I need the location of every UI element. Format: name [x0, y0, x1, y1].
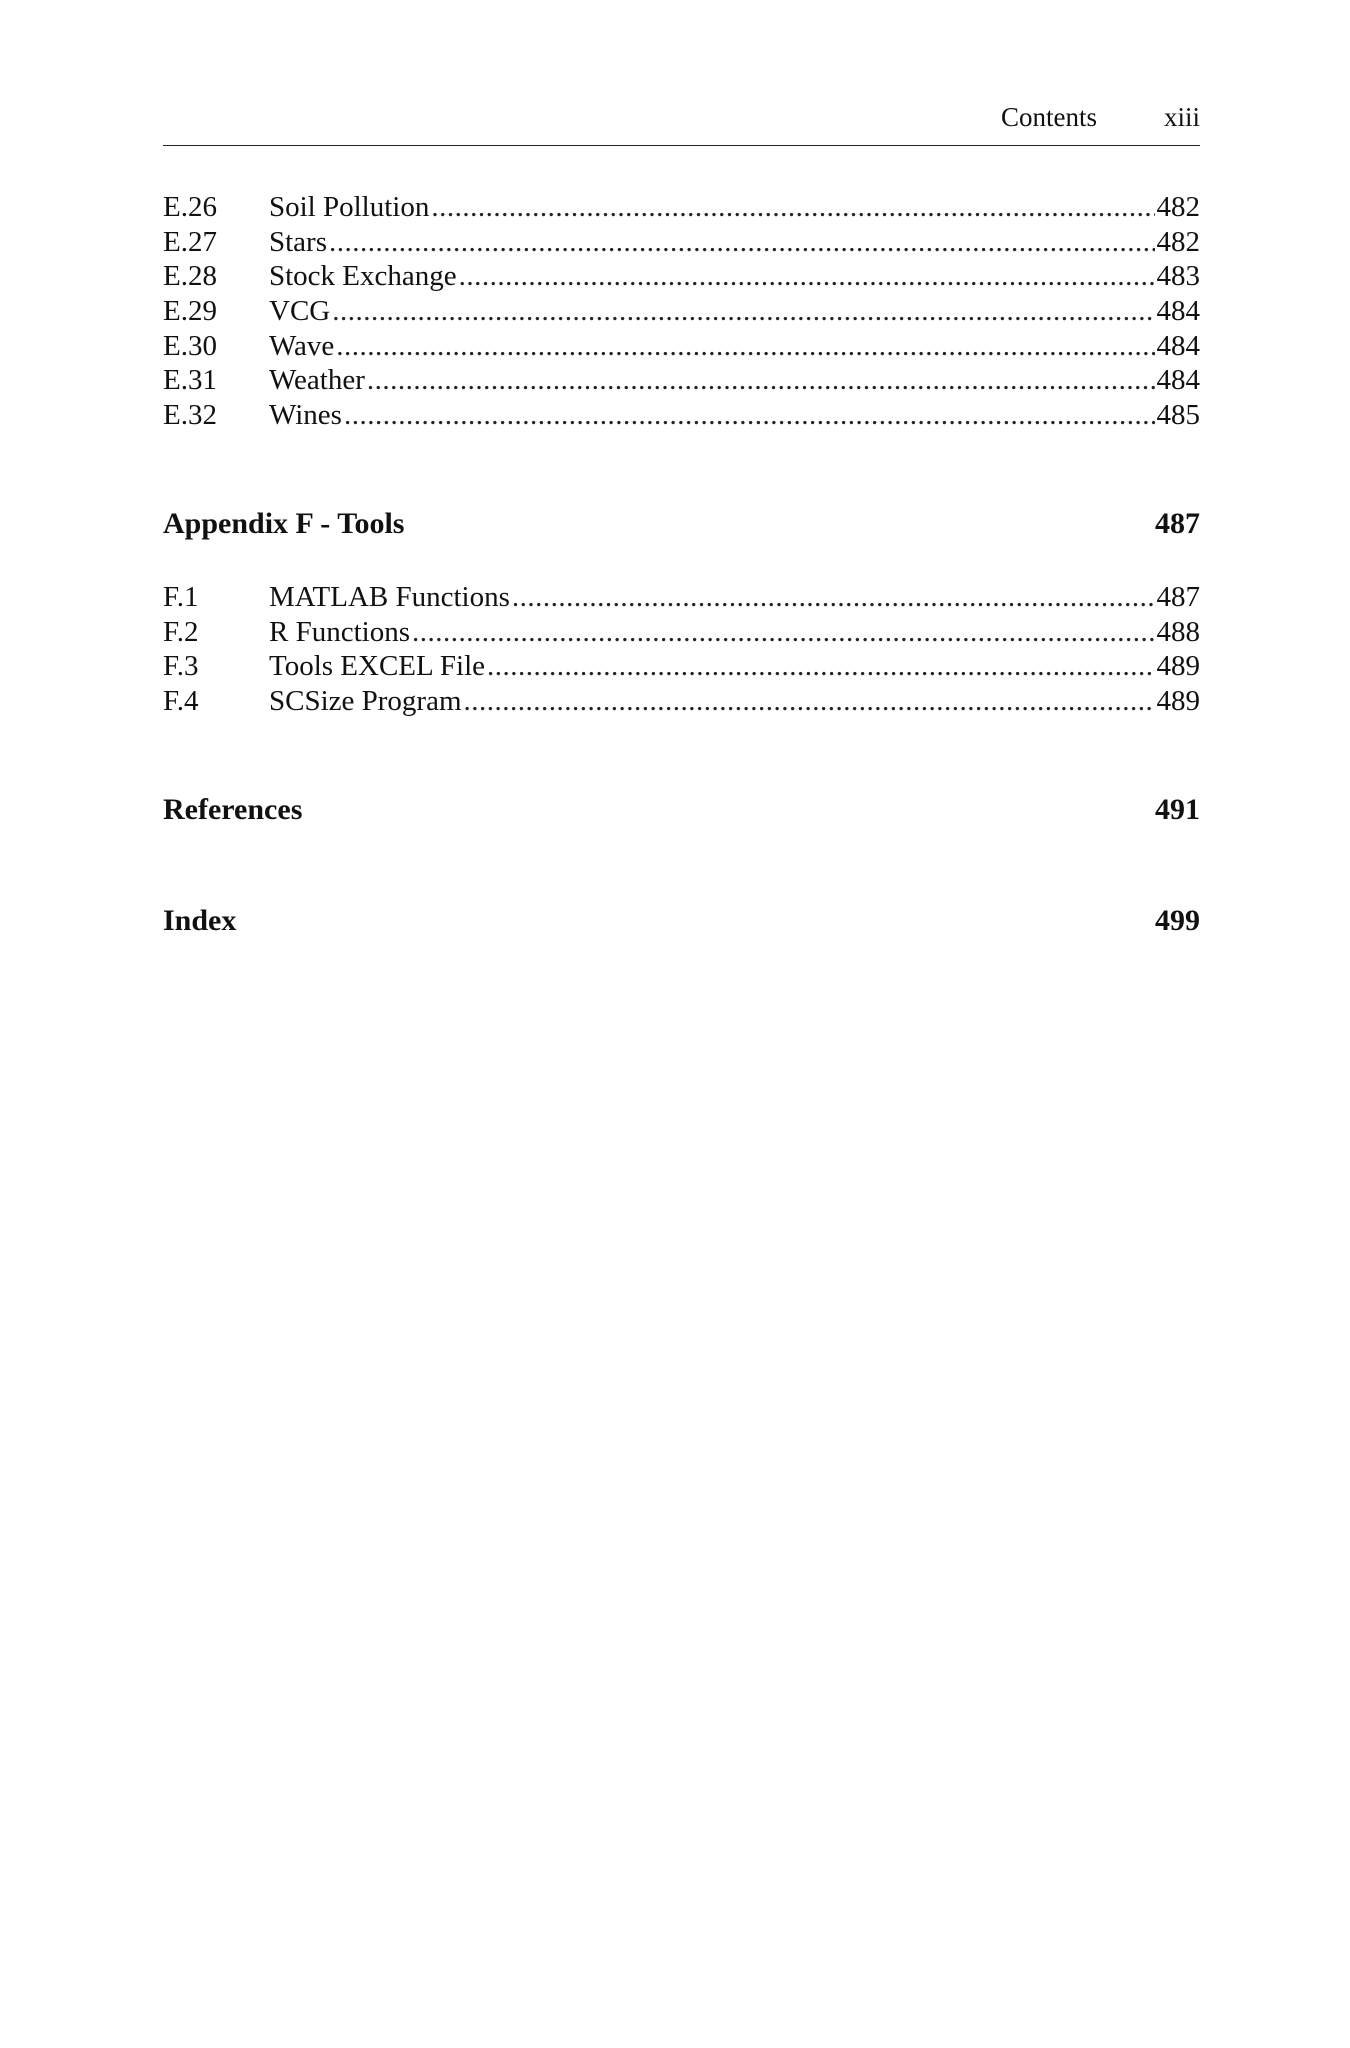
- toc-entry-page: 488: [1156, 615, 1200, 648]
- toc-entry-number: E.26: [163, 191, 217, 223]
- toc-entry[interactable]: [163, 684, 1200, 719]
- toc-entry-title: Stars: [269, 225, 327, 258]
- toc-entry-title: VCG: [269, 295, 331, 328]
- appendix-e-entries: [163, 190, 1200, 433]
- toc-entry-number: F.4: [163, 685, 199, 718]
- toc-entry[interactable]: [163, 259, 1200, 294]
- dot-leader: [431, 190, 1154, 225]
- toc-entry-number: E.32: [163, 399, 217, 432]
- toc-entry-page: 484: [1156, 295, 1200, 328]
- toc-entry-title: R Functions: [269, 615, 410, 648]
- toc-entry-title: Wave: [269, 329, 335, 362]
- toc-entry[interactable]: [163, 329, 1200, 364]
- toc-entry[interactable]: [163, 398, 1200, 433]
- toc-entry-page: 484: [1156, 329, 1200, 362]
- dot-leader: [336, 329, 1154, 364]
- toc-entry-title: MATLAB Functions: [269, 581, 510, 613]
- chapter-title: Index: [163, 904, 237, 937]
- chapter-heading-references[interactable]: [163, 792, 1200, 828]
- toc-entry-page: 483: [1156, 260, 1200, 293]
- appendix-f-entries: [163, 580, 1200, 719]
- toc-entry-page: 482: [1156, 191, 1200, 223]
- toc-entry-title: SCSize Program: [269, 685, 462, 718]
- chapter-heading-index[interactable]: [163, 903, 1200, 939]
- running-head-page-number: xiii: [1163, 102, 1200, 132]
- toc-entry-title: Weather: [269, 364, 365, 397]
- toc-entry[interactable]: [163, 294, 1200, 329]
- toc-entry-number: F.1: [163, 581, 199, 613]
- chapter-page: 491: [1155, 793, 1200, 826]
- toc-entry-title: Wines: [269, 399, 342, 432]
- chapter-page: 499: [1155, 904, 1200, 937]
- dot-leader: [367, 363, 1155, 398]
- dot-leader: [344, 398, 1155, 433]
- chapter-title: References: [163, 793, 303, 826]
- toc-entry-number: E.28: [163, 260, 217, 293]
- toc-entry-page: 489: [1156, 685, 1200, 718]
- toc-entry[interactable]: [163, 190, 1200, 225]
- dot-leader: [329, 225, 1155, 260]
- dot-leader: [332, 294, 1154, 329]
- toc-entry-number: E.30: [163, 329, 217, 362]
- toc-entry-title: Tools EXCEL File: [269, 650, 485, 683]
- toc-page: [163, 0, 1200, 2048]
- toc-entry[interactable]: [163, 649, 1200, 684]
- toc-entry[interactable]: [163, 615, 1200, 650]
- toc-entry-number: E.31: [163, 364, 217, 397]
- toc-entry-title: Stock Exchange: [269, 260, 457, 293]
- running-head-title: Contents: [1000, 102, 1097, 132]
- toc-entry-page: 489: [1156, 650, 1200, 683]
- toc-entry-page: 485: [1156, 399, 1200, 432]
- dot-leader: [412, 615, 1155, 650]
- dot-leader: [487, 649, 1155, 684]
- toc-entry-number: E.29: [163, 295, 217, 328]
- header-rule: [163, 145, 1200, 146]
- toc-entry-page: 487: [1156, 581, 1200, 613]
- toc-entry-page: 482: [1156, 225, 1200, 258]
- chapter-title: Appendix F - Tools: [163, 507, 405, 540]
- toc-entry[interactable]: [163, 580, 1200, 615]
- running-head: [163, 100, 1200, 134]
- toc-entry[interactable]: [163, 363, 1200, 398]
- chapter-page: 487: [1155, 507, 1200, 540]
- dot-leader: [459, 259, 1155, 294]
- toc-entry-number: E.27: [163, 225, 217, 258]
- dot-leader: [464, 684, 1155, 719]
- toc-entry-number: F.2: [163, 615, 199, 648]
- chapter-heading-appendix-f[interactable]: [163, 506, 1200, 542]
- toc-entry[interactable]: [163, 225, 1200, 260]
- dot-leader: [512, 580, 1155, 615]
- toc-entry-title: Soil Pollution: [269, 191, 430, 223]
- toc-entry-number: F.3: [163, 650, 199, 683]
- toc-entry-page: 484: [1156, 364, 1200, 397]
